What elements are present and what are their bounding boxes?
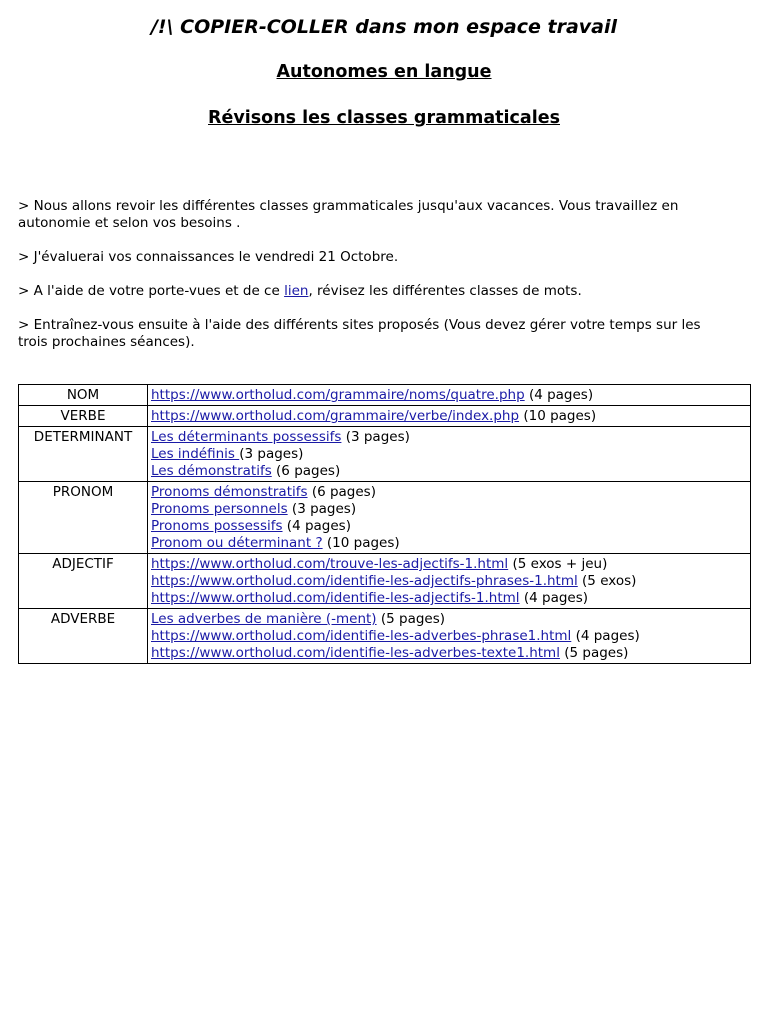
resource-note: (6 pages) <box>271 463 341 479</box>
table-row <box>19 554 751 609</box>
resources-table <box>18 384 751 664</box>
table-row <box>19 385 751 406</box>
resource-line <box>151 573 747 590</box>
resource-link[interactable]: https://www.ortholud.com/grammaire/verbe/index.php <box>151 408 520 424</box>
resource-link[interactable]: https://www.ortholud.com/identifie-les-adverbes-texte1.html <box>151 645 560 661</box>
links-cell <box>148 609 751 664</box>
table-row <box>19 482 751 554</box>
category-cell: ADVERBE <box>19 609 148 664</box>
resource-line <box>151 611 747 628</box>
resource-note: (6 pages) <box>307 484 376 500</box>
resources-table-body <box>19 385 751 664</box>
resource-note: (5 exos + jeu) <box>508 556 608 572</box>
resource-line <box>151 463 747 480</box>
resource-note: (4 pages) <box>519 590 589 606</box>
intro-paragraph-2: > J'évaluerai vos connaissances le vendredi 21 Octobre. <box>18 249 399 265</box>
intro-paragraph-3 <box>18 283 733 300</box>
table-row <box>19 609 751 664</box>
resource-link[interactable]: https://www.ortholud.com/grammaire/noms/quatre.php <box>151 387 525 403</box>
links-cell <box>148 427 751 482</box>
resource-link[interactable]: https://www.ortholud.com/identifie-les-adjectifs-phrases-1.html <box>151 573 578 589</box>
resource-link[interactable]: https://www.ortholud.com/identifie-les-adverbes-phrase1.html <box>151 628 572 644</box>
lien-link[interactable]: lien <box>284 283 309 299</box>
intro-paragraph-3-end: , révisez les différentes classes de mots. <box>308 283 582 299</box>
resource-link[interactable]: Pronoms personnels <box>151 501 288 517</box>
category-cell: PRONOM <box>19 482 148 554</box>
intro-paragraph-1: > Nous allons revoir les différentes classes grammaticales jusqu'aux vacances. Vous travaillez en autonomie et selon vos besoins . <box>18 198 679 231</box>
resource-line <box>151 387 747 404</box>
resource-note: (10 pages) <box>519 408 597 424</box>
resource-link[interactable]: Pronoms démonstratifs <box>151 484 308 500</box>
resource-line <box>151 518 747 535</box>
links-cell <box>148 554 751 609</box>
resource-line <box>151 590 747 607</box>
resource-link[interactable]: Pronom ou déterminant ? <box>151 535 323 551</box>
resource-line <box>151 535 747 552</box>
table-row <box>19 427 751 482</box>
intro-paragraph-3-start: > A l'aide de votre porte-vues et de ce <box>18 283 285 299</box>
resource-note: (10 pages) <box>322 535 400 551</box>
resource-line <box>151 446 747 463</box>
resource-link[interactable]: https://www.ortholud.com/trouve-les-adjectifs-1.html <box>151 556 509 572</box>
intro-paragraph-4: > Entraînez-vous ensuite à l'aide des différents sites proposés (Vous devez gérer votre temps sur les trois prochaines séances). <box>18 317 701 350</box>
resource-line <box>151 408 747 425</box>
category-cell: NOM <box>19 385 148 406</box>
resource-line <box>151 645 747 662</box>
resource-line <box>151 556 747 573</box>
page-topic: Révisons les classes grammaticales <box>208 108 560 128</box>
page-subtitle: Autonomes en langue <box>276 62 492 82</box>
resource-note: (3 pages) <box>341 429 410 445</box>
category-cell: ADJECTIF <box>19 554 148 609</box>
resource-link[interactable]: Les démonstratifs <box>151 463 272 479</box>
links-cell <box>148 406 751 427</box>
category-cell: VERBE <box>19 406 148 427</box>
resource-link[interactable]: https://www.ortholud.com/identifie-les-adjectifs-1.html <box>151 590 520 606</box>
page-title: /!\ COPIER-COLLER dans mon espace travail <box>150 16 618 38</box>
resource-link[interactable]: Pronoms possessifs <box>151 518 283 534</box>
resource-line <box>151 501 747 518</box>
resource-note: (3 pages) <box>287 501 357 517</box>
resource-note: (4 pages) <box>571 628 640 644</box>
resource-note: (5 exos) <box>577 573 637 589</box>
resource-line <box>151 484 747 501</box>
resource-link[interactable]: Les déterminants possessifs <box>151 429 342 445</box>
category-cell: DETERMINANT <box>19 427 148 482</box>
resource-link[interactable]: Les indéfinis <box>151 446 240 462</box>
table-row <box>19 406 751 427</box>
resource-line <box>151 628 747 645</box>
resource-note: (4 pages) <box>524 387 594 403</box>
links-cell <box>148 385 751 406</box>
links-cell <box>148 482 751 554</box>
resource-note: (5 pages) <box>559 645 629 661</box>
resource-link[interactable]: Les adverbes de manière (-ment) <box>151 611 377 627</box>
resource-note: (3 pages) <box>239 446 304 462</box>
resource-note: (4 pages) <box>282 518 351 534</box>
resource-note: (5 pages) <box>376 611 446 627</box>
resource-line <box>151 429 747 446</box>
